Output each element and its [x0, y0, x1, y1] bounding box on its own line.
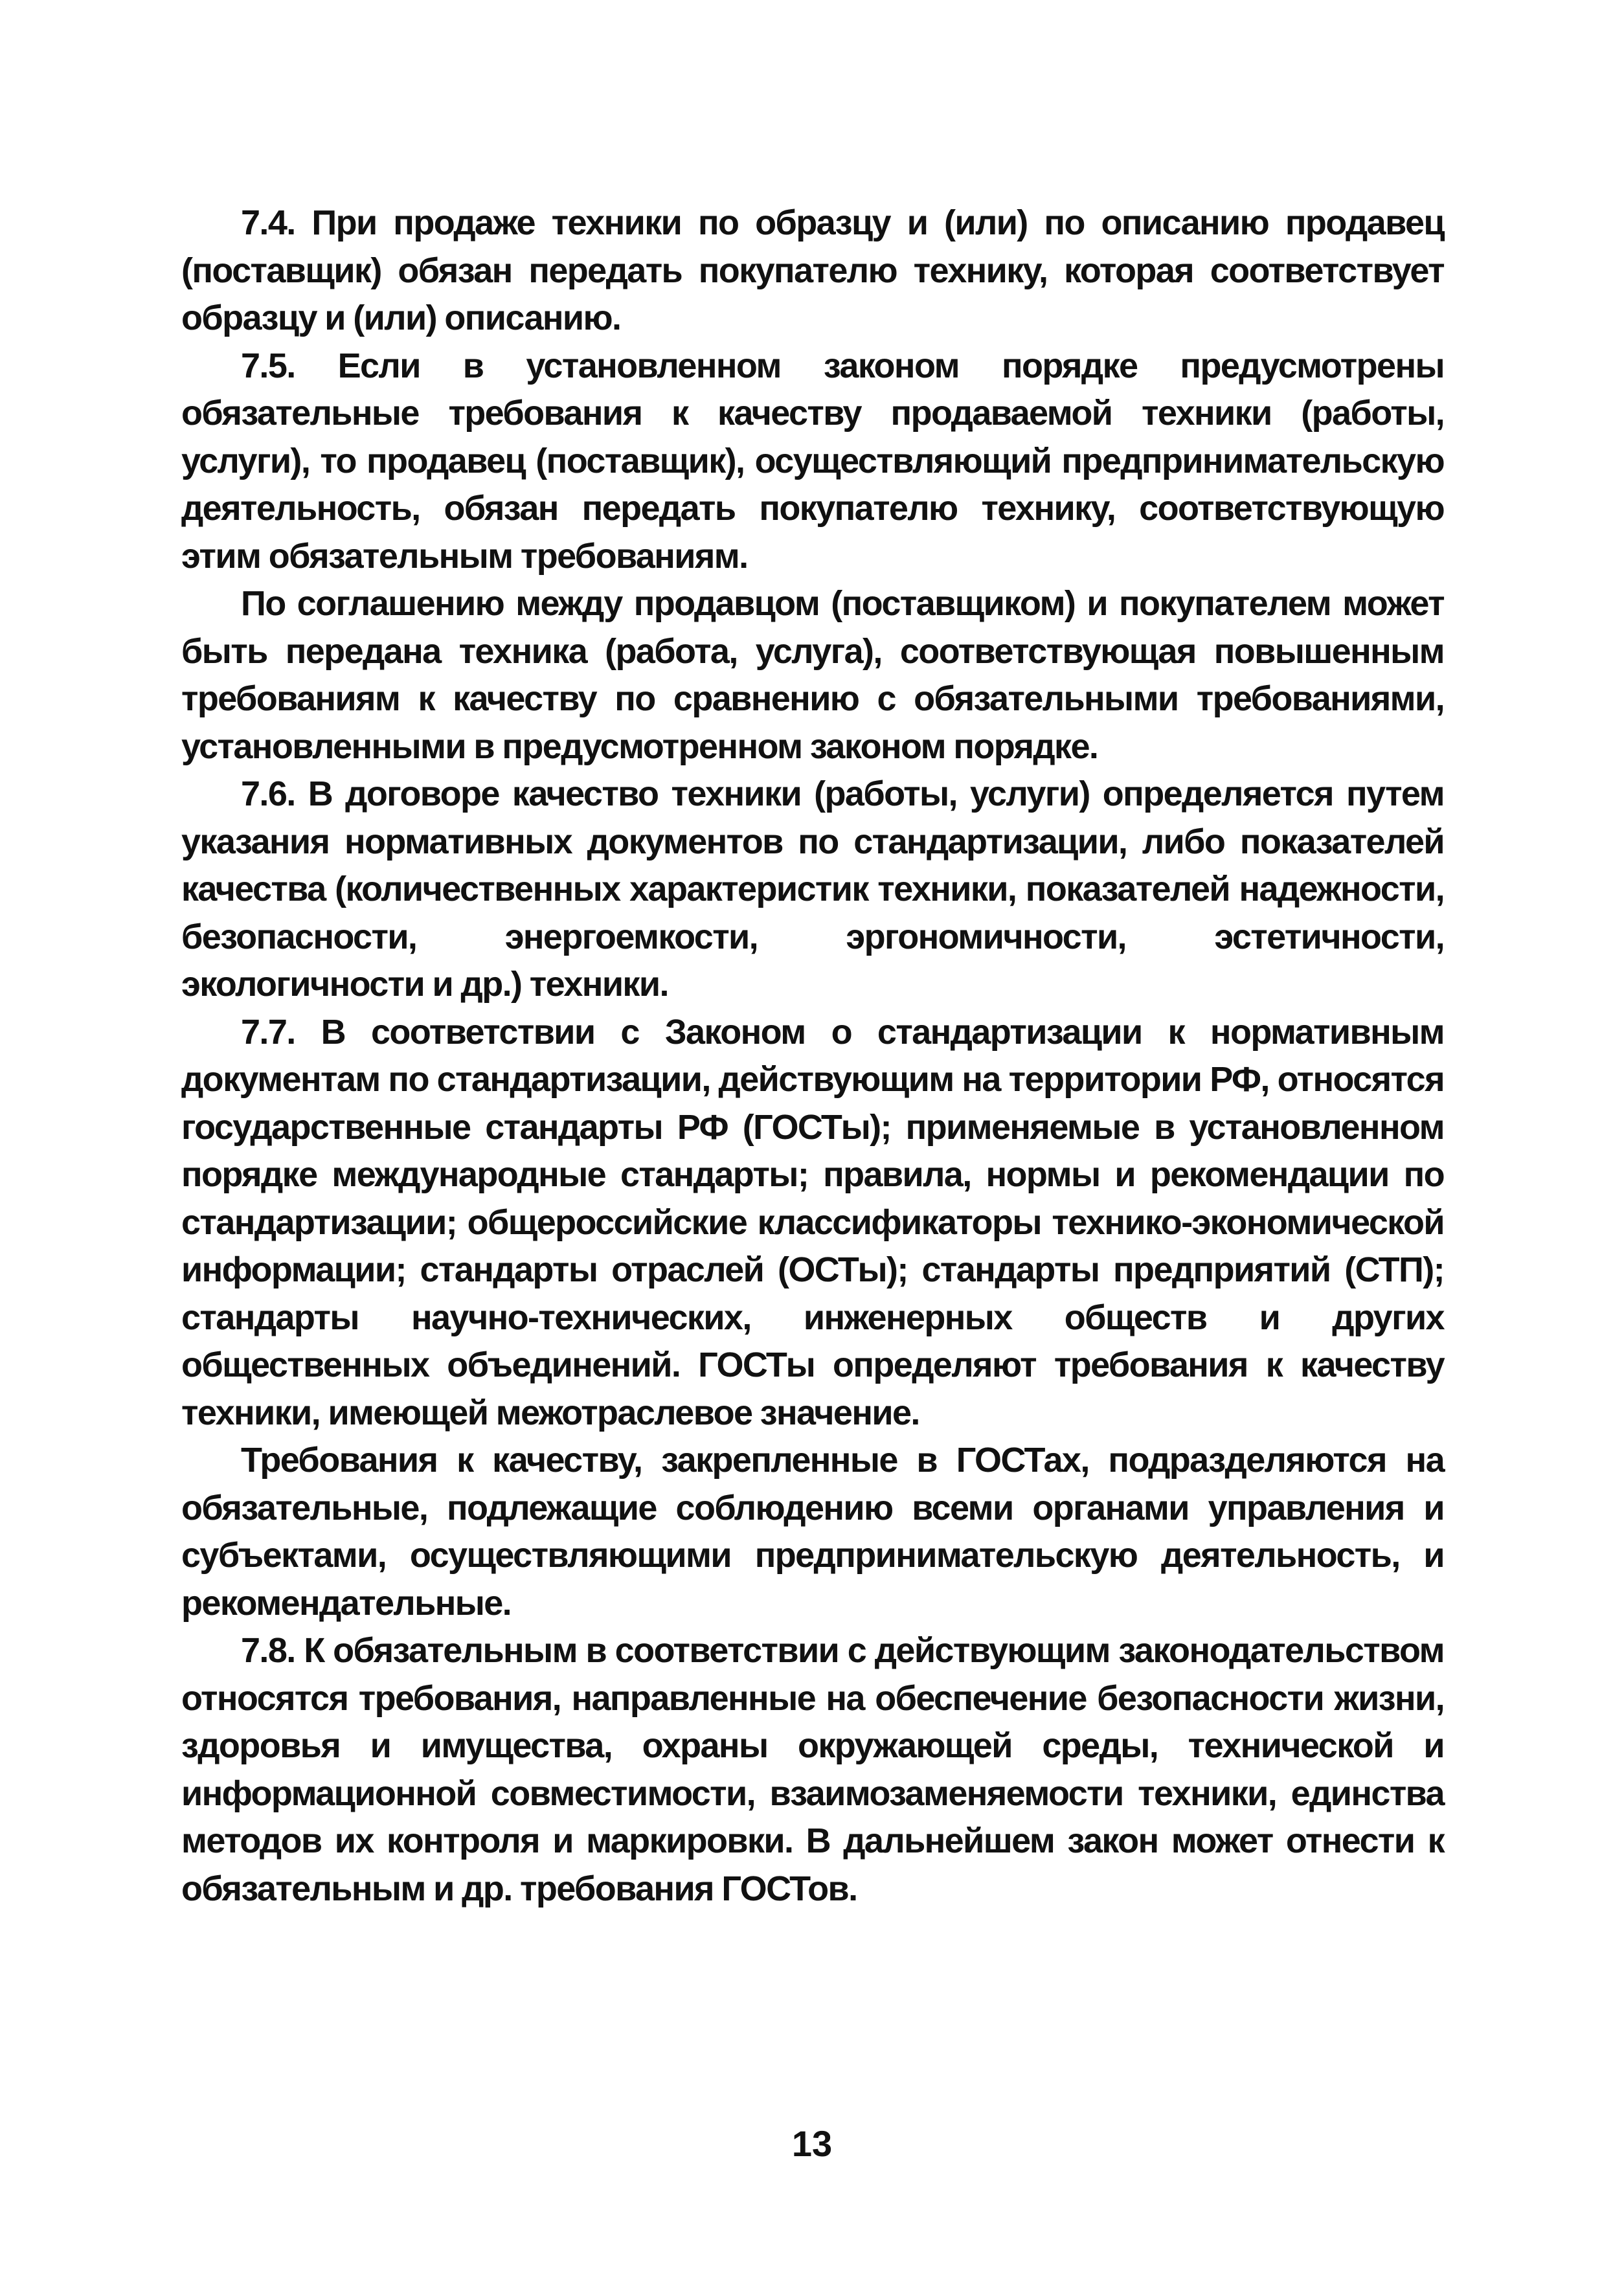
paragraph-agreement: По соглашению между продавцом (поставщиком) и покупателем может быть передана техника (работа, услуга), соответствующая повышенным требованиям к качеству по сравнению с обязательными требованиями, установленными в предусмотренном законом порядке. — [181, 584, 1444, 766]
paragraph-7-5: 7.5. Если в установленном законом порядке предусмотрены обязательные требования к качеству продаваемой техники (работы, услуги), то продавец (поставщик), осуществляющий предпринимательскую деятельность, обязан передать покупателю технику, соответствующую этим обязательным требованиям. — [181, 346, 1444, 576]
page-number: 13 — [791, 2123, 833, 2164]
paragraph-7-6: 7.6. В договоре качество техники (работы, услуги) определяется путем указания нормативных документов по стандартизации, либо показателей качества (количественных характеристик техники, показателей надежности, безопасности, энергоемкости, эргономичности, эстетичности, экологичности и др.) техники. — [181, 774, 1444, 1004]
paragraph-gost-requirements: Требования к качеству, закрепленные в ГОСТах, подразделяются на обязательные, подлежащие соблюдению всеми органами управления и субъектами, осуществляющими предпринимательскую деятельность, и рекомендательные. — [181, 1441, 1444, 1623]
paragraph-7-7: 7.7. В соответствии с Законом о стандартизации к нормативным документам по стандартизации, действующим на территории РФ, относятся государственные стандарты РФ (ГОСТы); применяемые в установленном порядке международные стандарты; правила, нормы и рекомендации по стандартизации; общероссийские классификаторы технико-экономической информации; стандарты отраслей (ОСТы); стандарты предприятий (СТП); стандарты научно-технических, инженерных обществ и других общественных объединений. ГОСТы определяют требования к качеству техники, имеющей межотраслевое значение. — [181, 1012, 1444, 1432]
body-text — [181, 199, 1444, 1913]
paragraph-7-8: 7.8. К обязательным в соответствии с действующим законодательством относятся требования, направленные на обеспечение безопасности жизни, здоровья и имущества, охраны окружающей среды, технической и информационной совместимости, взаимозаменяемости техники, единства методов их контроля и маркировки. В дальнейшем закон может отнести к обязательным и др. требования ГОСТов. — [181, 1631, 1444, 1908]
paragraph-7-4: 7.4. При продаже техники по образцу и (или) по описанию продавец (поставщик) обязан передать покупателю технику, которая соответствует образцу и (или) описанию. — [181, 203, 1444, 337]
